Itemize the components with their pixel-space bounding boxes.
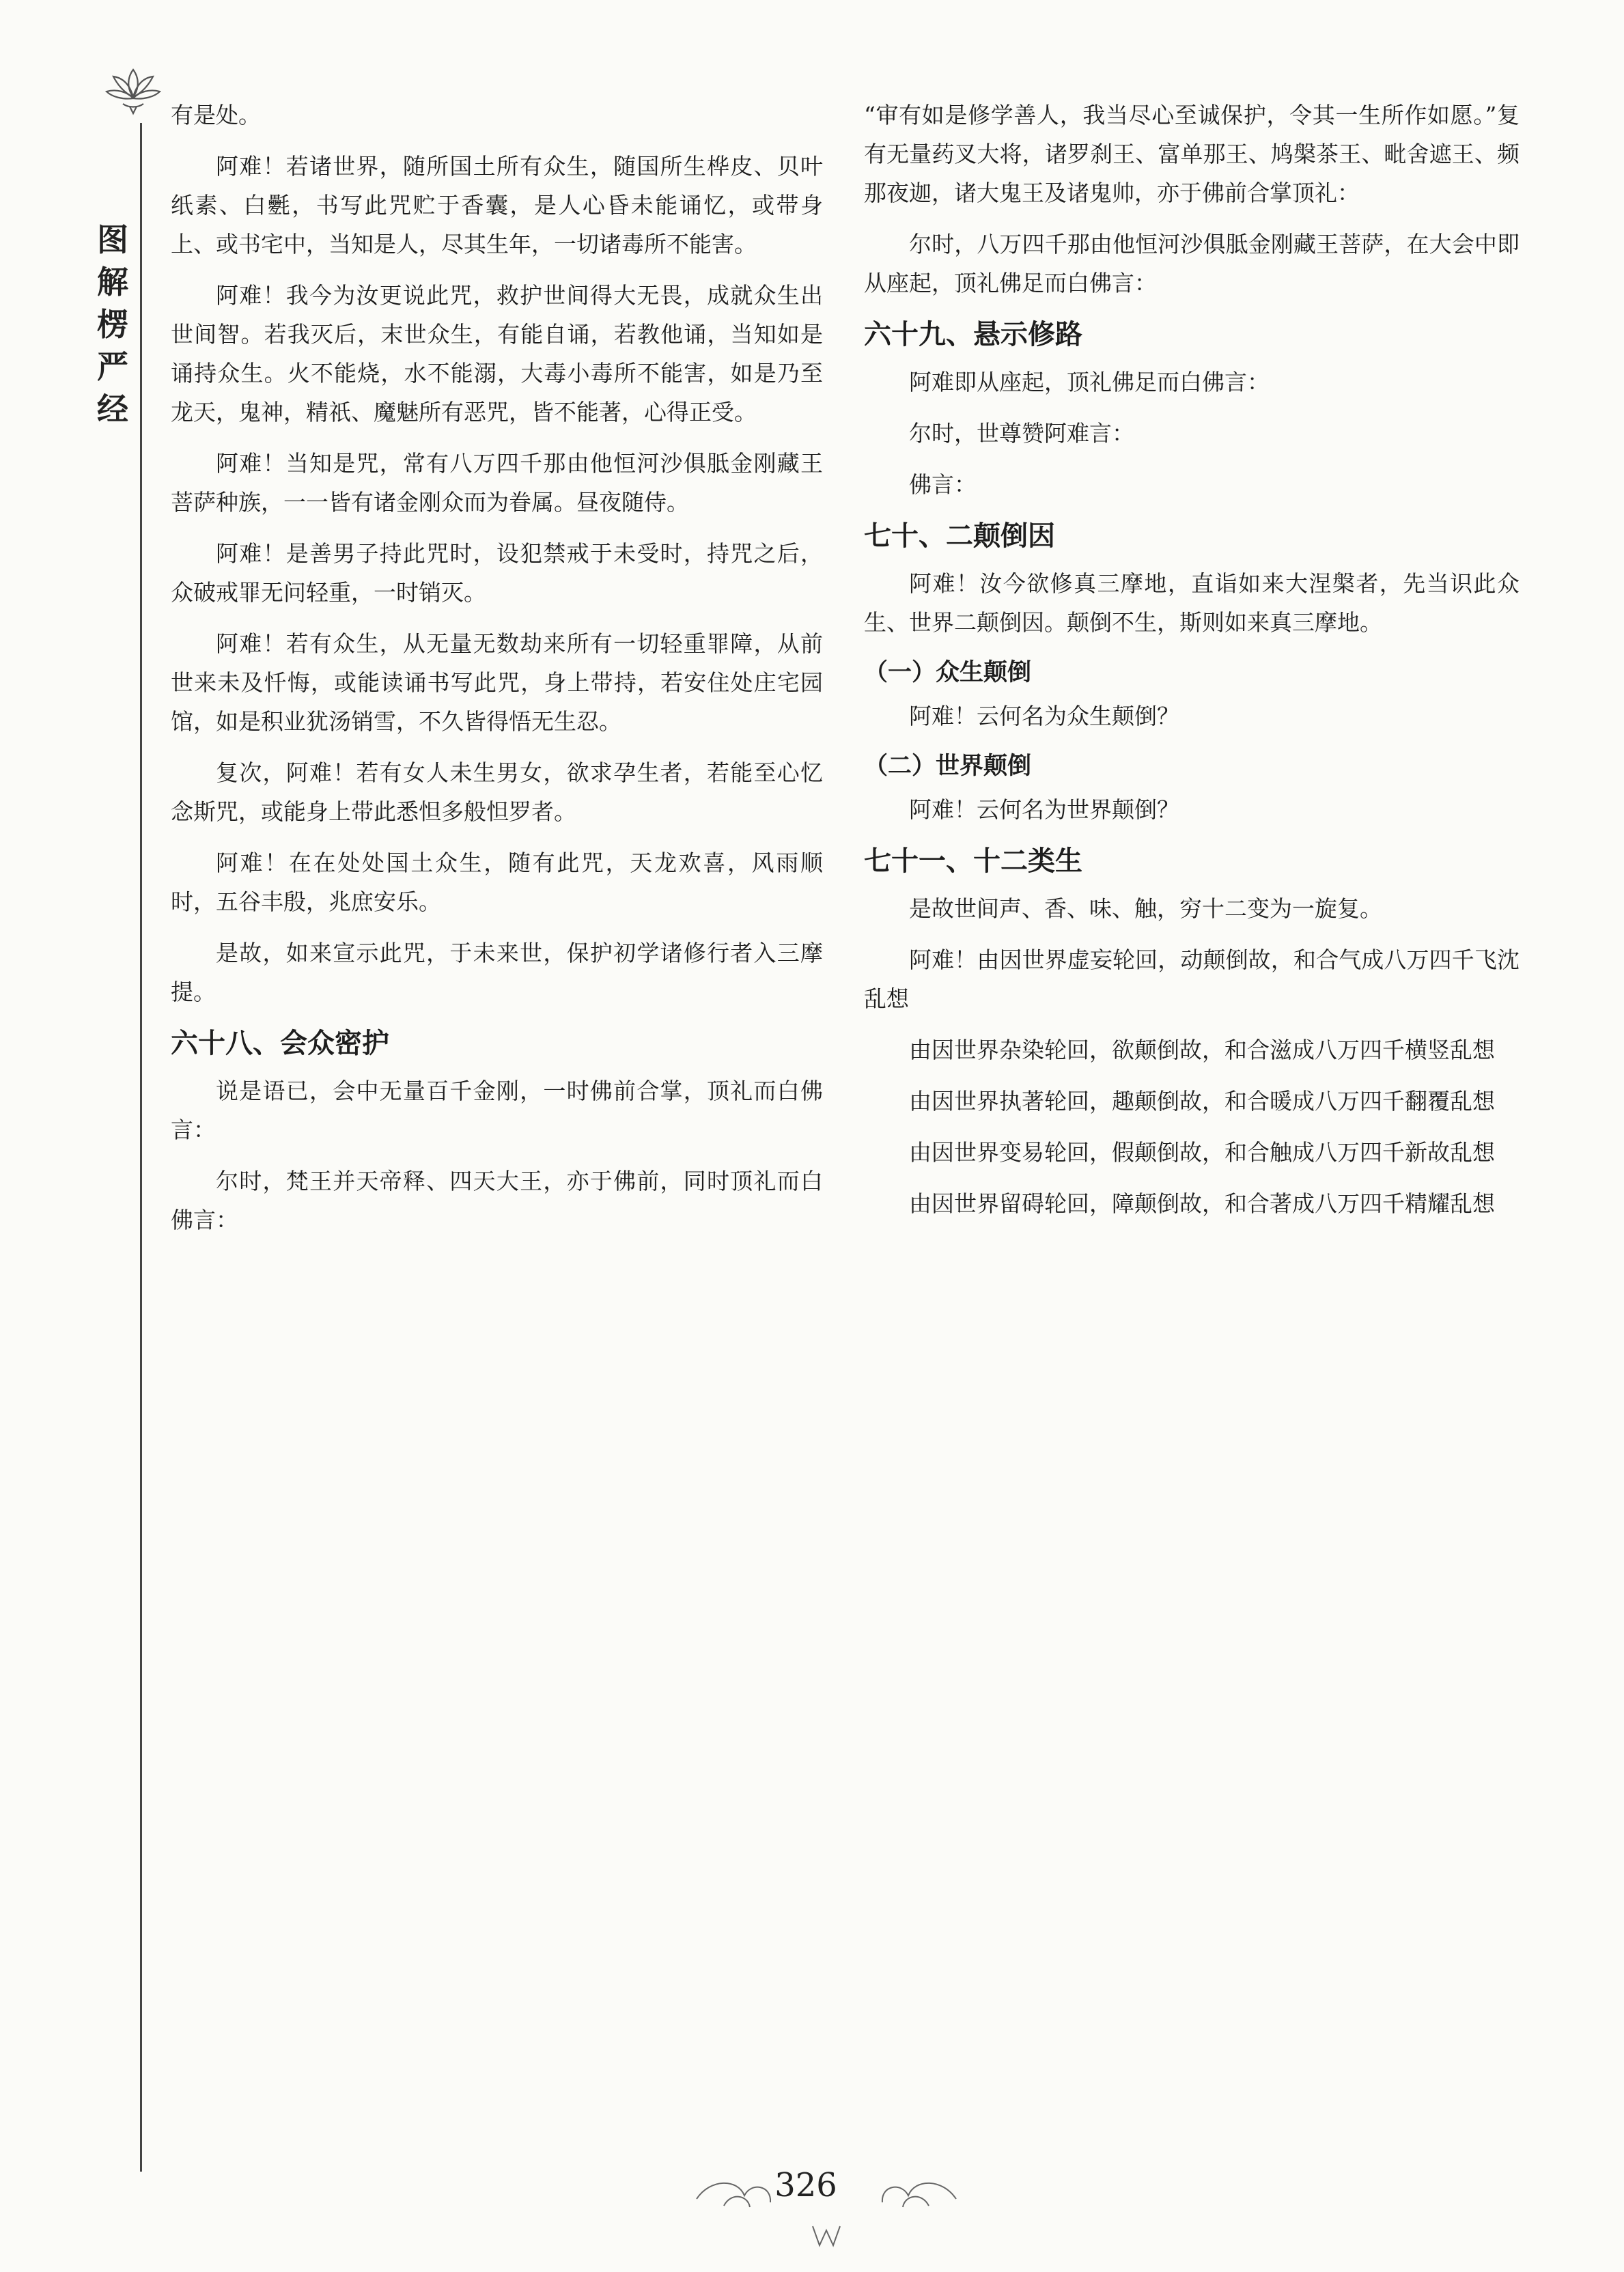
section-heading: 六十八、会众密护 <box>171 1028 389 1059</box>
paragraph: 阿难！我今为汝更说此咒，救护世间得大无畏，成就众生出世间智。若我灭后，末世众生，有能自诵，若教他诵，当知如是诵持众生。火不能烧，水不能溺，大毒小毒所不能害，如是乃至龙天，鬼神，精祇、魔魅所有恶咒，皆不能著，心得正受。 <box>171 282 823 425</box>
paragraph: 复次，阿难！若有女人未生男女，欲求孕生者，若能至心忆念斯咒，或能身上带此悉怛多般怛罗者。 <box>171 759 823 825</box>
paragraph: 说是语已，会中无量百千金刚，一时佛前合掌，顶礼而白佛言： <box>171 1078 823 1143</box>
paragraph: 尔时，梵王并天帝释、四天大王，亦于佛前，同时顶礼而白佛言： <box>171 1168 823 1233</box>
section-heading: 七十、二颠倒因 <box>864 520 1055 552</box>
right-text-column <box>864 96 1520 2137</box>
subsection-heading: （一）众生颠倒 <box>864 659 1032 686</box>
lotus-ornament-icon <box>102 63 164 116</box>
paragraph: 阿难即从座起，顶礼佛足而白佛言： <box>909 369 1270 395</box>
paragraph: 阿难！云何名为世界颠倒？ <box>909 796 1179 823</box>
paragraph: 由因世界杂染轮回，欲颠倒故，和合滋成八万四千横竖乱想 <box>909 1037 1495 1063</box>
paragraph: 阿难！若有众生，从无量无数劫来所有一切轻重罪障，从前世来未及忏悔，或能读诵书写此咒，身上带持，若安住处庄宅园馆，如是积业犹汤销雪，不久皆得悟无生忍。 <box>171 630 823 735</box>
paragraph: 阿难！若诸世界，随所国土所有众生，随国所生桦皮、贝叶纸素、白氎，书写此咒贮于香囊，是人心昏未能诵忆，或带身上、或书宅中，当知是人，尽其生年，一切诸毒所不能害。 <box>171 153 823 257</box>
paragraph: 阿难！汝今欲修真三摩地，直诣如来大涅槃者，先当识此众生、世界二颠倒因。颠倒不生，斯则如来真三摩地。 <box>864 570 1520 636</box>
paragraph: “审有如是修学善人，我当尽心至诚保护，令其一生所作如愿。”复有无量药叉大将，诸罗刹王、富单那王、鸠槃茶王、毗舍遮王、频那夜迦，诸大鬼王及诸鬼帅，亦于佛前合掌顶礼： <box>864 102 1520 206</box>
left-text-column <box>171 96 823 2137</box>
section-heading: 六十九、悬示修路 <box>864 319 1082 350</box>
subsection-heading: （二）世界颠倒 <box>864 753 1032 780</box>
page-number: 326 <box>774 2166 837 2204</box>
side-rule <box>140 123 142 2172</box>
paragraph: 由因世界变易轮回，假颠倒故，和合触成八万四千新故乱想 <box>909 1139 1495 1166</box>
paragraph: 阿难！是善男子持此咒时，设犯禁戒于未受时，持咒之后，众破戒罪无问轻重，一时销灭。 <box>171 540 823 606</box>
paragraph: 是故世间声、香、味、触，穷十二变为一旋复。 <box>909 895 1382 922</box>
paragraph: 阿难！当知是咒，常有八万四千那由他恒河沙俱胝金刚藏王菩萨种族，一一皆有诸金刚众而为眷属。昼夜随侍。 <box>171 450 823 516</box>
paragraph: 阿难！由因世界虚妄轮回，动颠倒故，和合气成八万四千飞沈乱想 <box>864 946 1520 1012</box>
paragraph: 是故，如来宣示此咒，于未来世，保护初学诸修行者入三摩提。 <box>171 940 823 1005</box>
paragraph: 由因世界留碍轮回，障颠倒故，和合著成八万四千精耀乱想 <box>909 1190 1495 1217</box>
paragraph: 由因世界执著轮回，趣颠倒故，和合暖成八万四千翻覆乱想 <box>909 1088 1495 1114</box>
section-heading: 七十一、十二类生 <box>864 845 1082 877</box>
paragraph: 尔时，世尊赞阿难言： <box>909 420 1134 447</box>
paragraph: 阿难！在在处处国土众生，随有此咒，天龙欢喜，风雨顺时，五谷丰殷，兆庶安乐。 <box>171 850 823 915</box>
side-book-title: 图解楞严经 <box>97 221 128 427</box>
paragraph: 佛言： <box>909 471 977 498</box>
paragraph: 尔时，八万四千那由他恒河沙俱胝金刚藏王菩萨，在大会中即从座起，顶礼佛足而白佛言： <box>864 231 1520 296</box>
paragraph: 有是处。 <box>171 102 261 128</box>
paragraph: 阿难！云何名为众生颠倒？ <box>909 703 1179 729</box>
